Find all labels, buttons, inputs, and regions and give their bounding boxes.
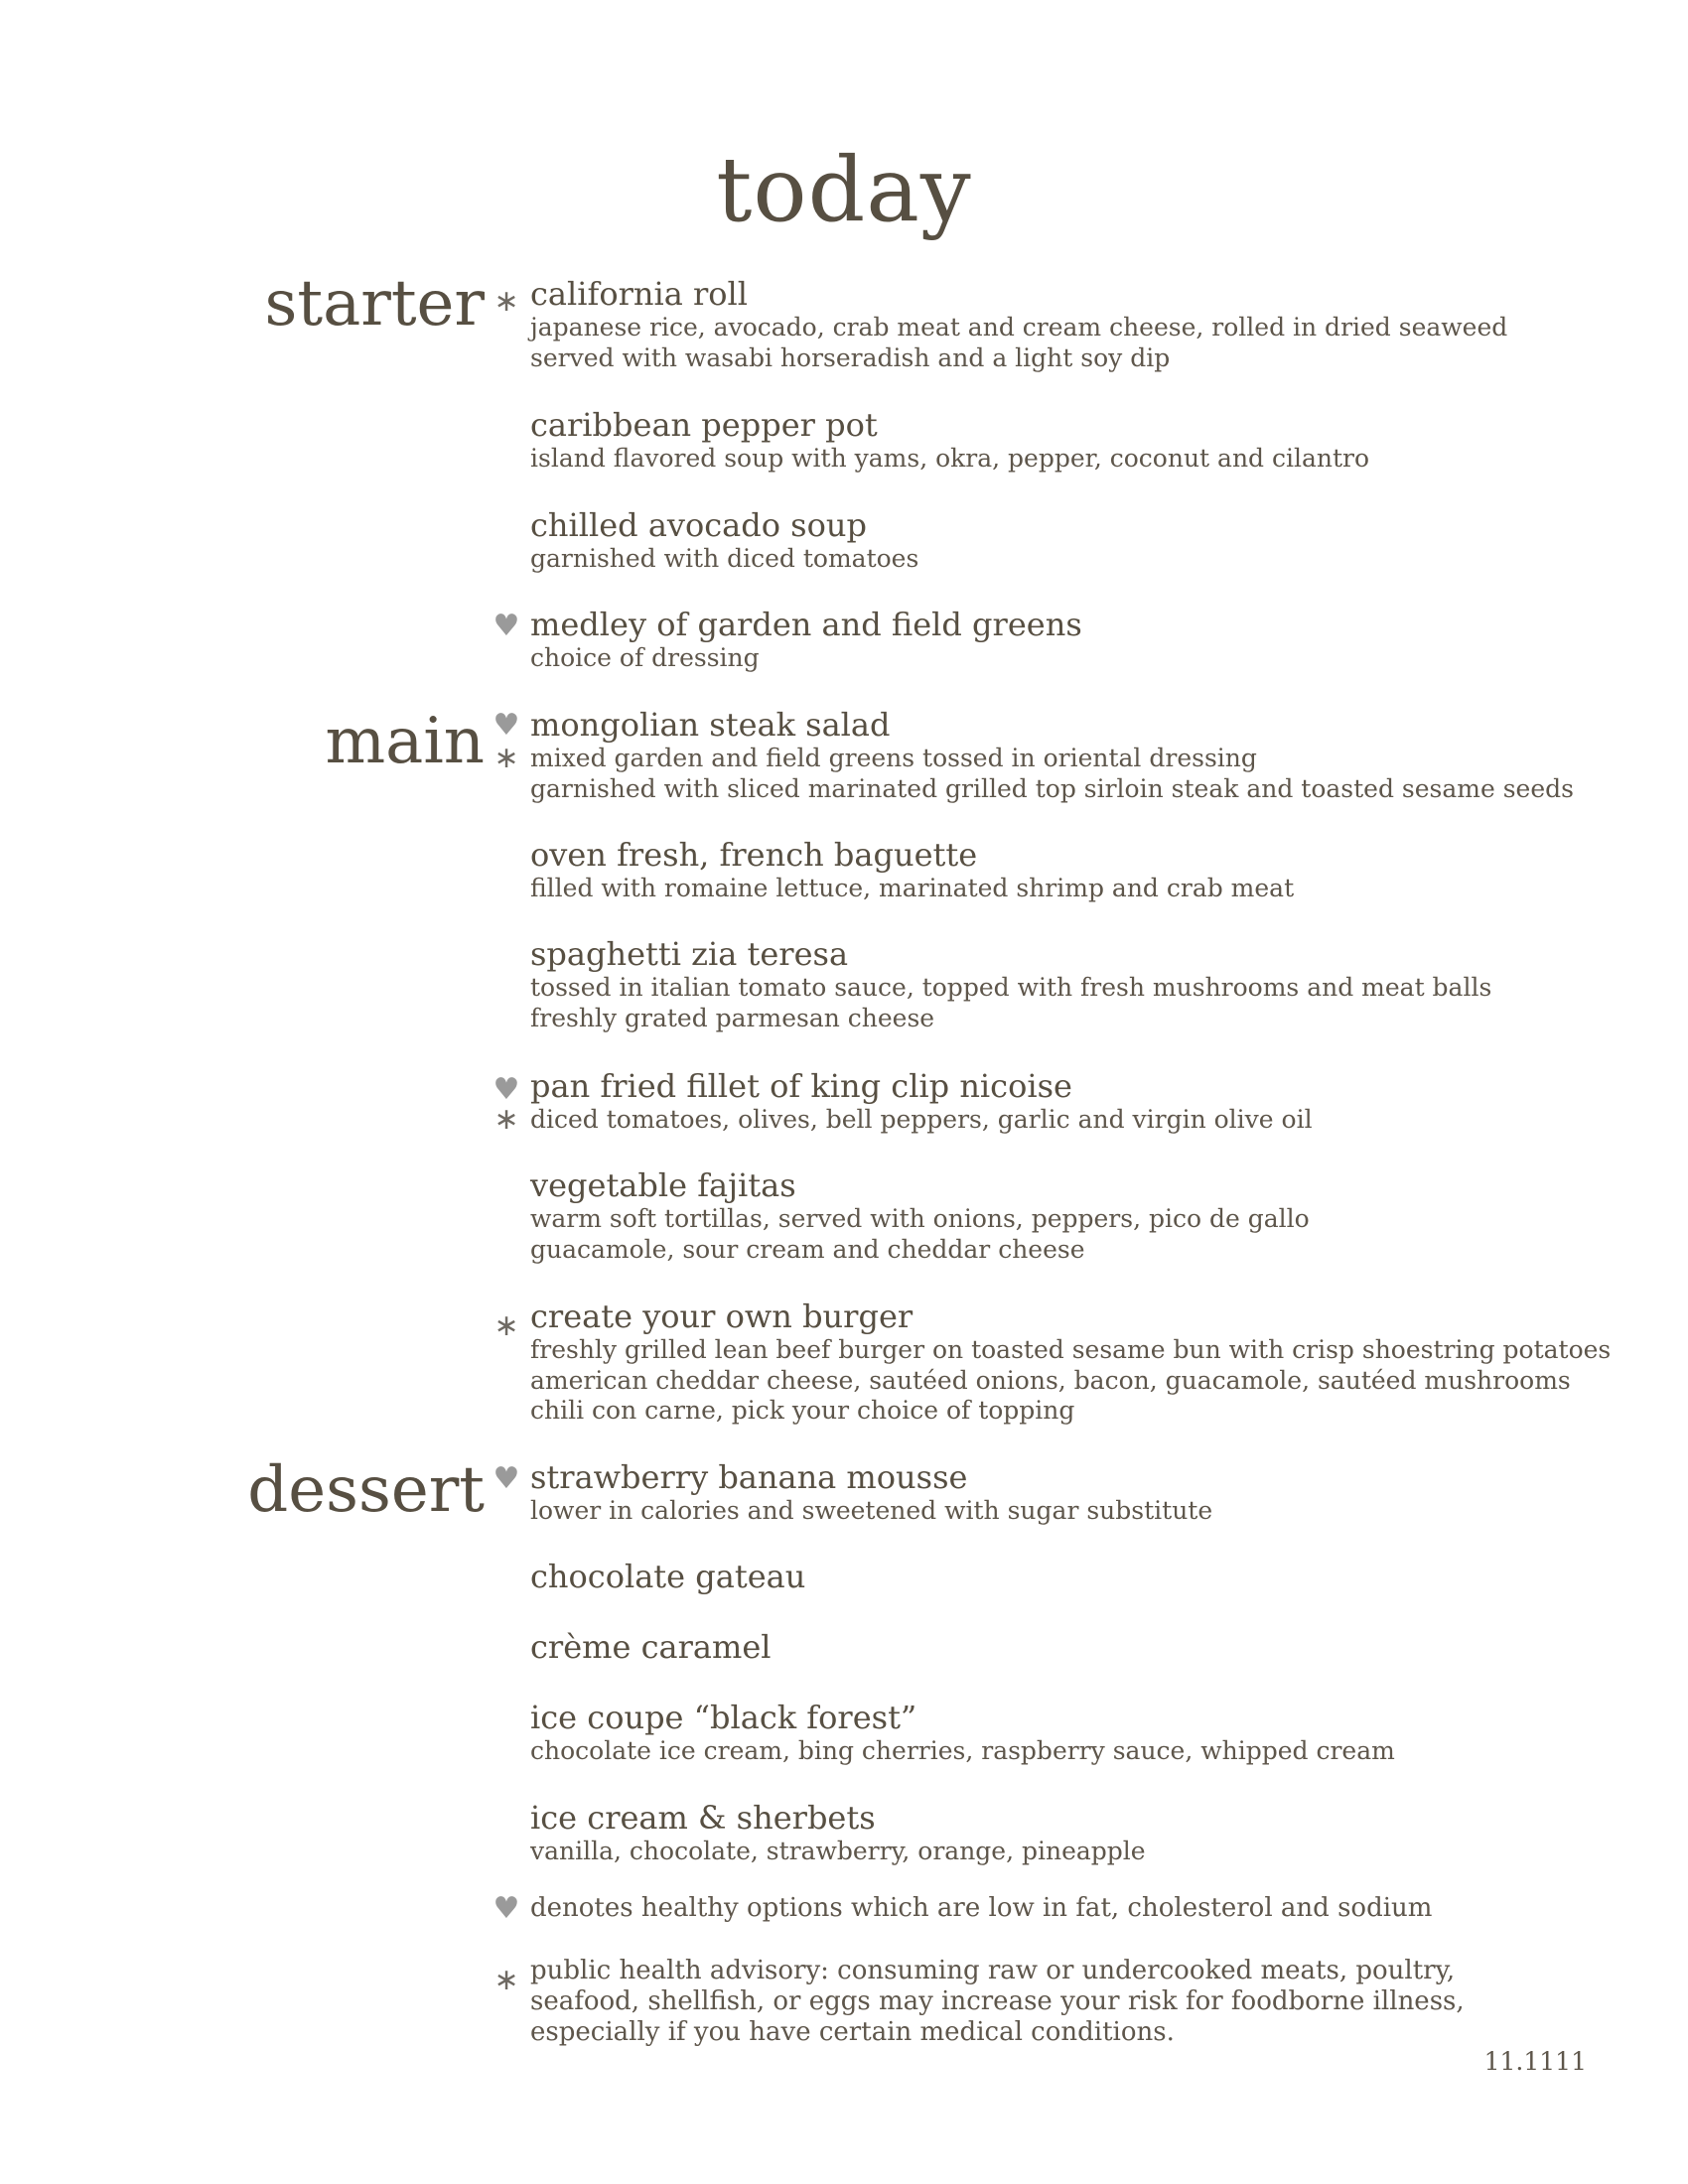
menu-item-chocolate-gateau [530,1558,1563,1595]
asterisk-icon: ∗ [493,1308,519,1343]
menu-item-ice-cream-sherbets [530,1799,1563,1867]
item-desc: freshly grated parmesan cheese [530,1003,935,1032]
advisory-line: public health advisory: consuming raw or undercooked meats, poultry, [530,1956,1456,1985]
item-name: ice coupe “black forest” [530,1699,917,1736]
menu-item-vegetable-fajitas [530,1166,1563,1265]
item-desc: garnished with diced tomatoes [530,544,919,573]
item-name: strawberry banana mousse [530,1458,968,1496]
heart-icon: ♥ [492,1891,520,1926]
item-desc: guacamole, sour cream and cheddar cheese [530,1234,1085,1264]
item-desc: garnished with sliced marinated grilled top sirloin steak and toasted sesame seeds [530,773,1574,803]
item-name: chocolate gateau [530,1558,806,1595]
section-label-starter: starter [264,267,485,341]
item-name: mongolian steak salad [530,706,891,744]
healthy-note [492,1891,1563,1926]
item-desc: diced tomatoes, olives, bell peppers, garlic and virgin olive oil [530,1105,1313,1134]
item-desc: vanilla, chocolate, strawberry, orange, pineapple [530,1837,1146,1865]
menu-item-caribbean-pepper-pot [530,406,1563,475]
menu-item-create-your-own-burger [493,1297,1612,1427]
menu-item-strawberry-banana-mousse [492,1458,1563,1527]
item-name: crème caramel [530,1628,772,1666]
healthy-note-text: denotes healthy options which are low in fat, cholesterol and sodium [530,1893,1433,1923]
item-desc: lower in calories and sweetened with sugar substitute [530,1496,1213,1525]
asterisk-icon: ∗ [493,284,519,319]
menu-item-medley-greens [492,606,1563,674]
item-desc: japanese rice, avocado, crab meat and cream cheese, rolled in dried seaweed [530,313,1508,341]
item-name: caribbean pepper pot [530,406,878,444]
menu-item-california-roll [493,275,1563,373]
menu-item-creme-caramel [530,1628,1563,1666]
item-desc: mixed garden and field greens tossed in oriental dressing [530,744,1257,772]
item-desc: warm soft tortillas, served with onions, peppers, pico de gallo [530,1204,1310,1233]
item-name: california roll [530,275,748,313]
advisory-line: seafood, shellfish, or eggs may increase your risk for foodborne illness, [530,1986,1465,2016]
asterisk-icon: ∗ [493,1102,519,1137]
advisory-line: especially if you have certain medical conditions. [530,2017,1175,2047]
item-name: create your own burger [530,1297,914,1335]
item-name: oven fresh, french baguette [530,836,978,874]
item-name: vegetable fajitas [530,1166,796,1204]
heart-icon: ♥ [492,1072,520,1107]
menu-item-chilled-avocado-soup [530,506,1563,575]
heart-icon: ♥ [492,1461,520,1496]
item-desc: filled with romaine lettuce, marinated shrimp and crab meat [530,874,1295,902]
menu-item-ice-coupe-black-forest [530,1699,1563,1767]
item-name: chilled avocado soup [530,506,867,544]
item-desc: choice of dressing [530,643,760,672]
menu-item-king-clip-nicoise [492,1067,1563,1137]
section-label-main: main [325,705,485,778]
heart-icon: ♥ [492,609,520,643]
item-name: medley of garden and field greens [530,606,1082,643]
health-advisory [493,1956,1563,2048]
item-desc: american cheddar cheese, sautéed onions, bacon, guacamole, sautéed mushrooms [530,1365,1571,1395]
item-desc: tossed in italian tomato sauce, topped with fresh mushrooms and meat balls [530,973,1492,1002]
item-desc: served with wasabi horseradish and a light soy dip [530,342,1171,372]
asterisk-icon: ∗ [493,741,519,775]
item-desc: island flavored soup with yams, okra, pepper, coconut and cilantro [530,444,1370,473]
item-name: pan fried fillet of king clip nicoise [530,1067,1072,1105]
item-name: spaghetti zia teresa [530,935,849,973]
menu-item-french-baguette [530,836,1563,904]
menu-item-mongolian-steak-salad [492,706,1574,804]
asterisk-icon: ∗ [493,1963,519,1997]
section-label-dessert: dessert [247,1453,485,1527]
page-title: today [716,138,972,242]
item-name: ice cream & sherbets [530,1799,876,1837]
heart-icon: ♥ [492,708,520,743]
item-desc: chili con carne, pick your choice of topping [530,1396,1075,1425]
item-desc: chocolate ice cream, bing cherries, raspberry sauce, whipped cream [530,1736,1395,1765]
menu-item-spaghetti-zia-teresa [530,935,1563,1033]
menu-code: 11.1111 [1483,2047,1587,2076]
item-desc: freshly grilled lean beef burger on toasted sesame bun with crisp shoestring potatoes [530,1335,1612,1364]
